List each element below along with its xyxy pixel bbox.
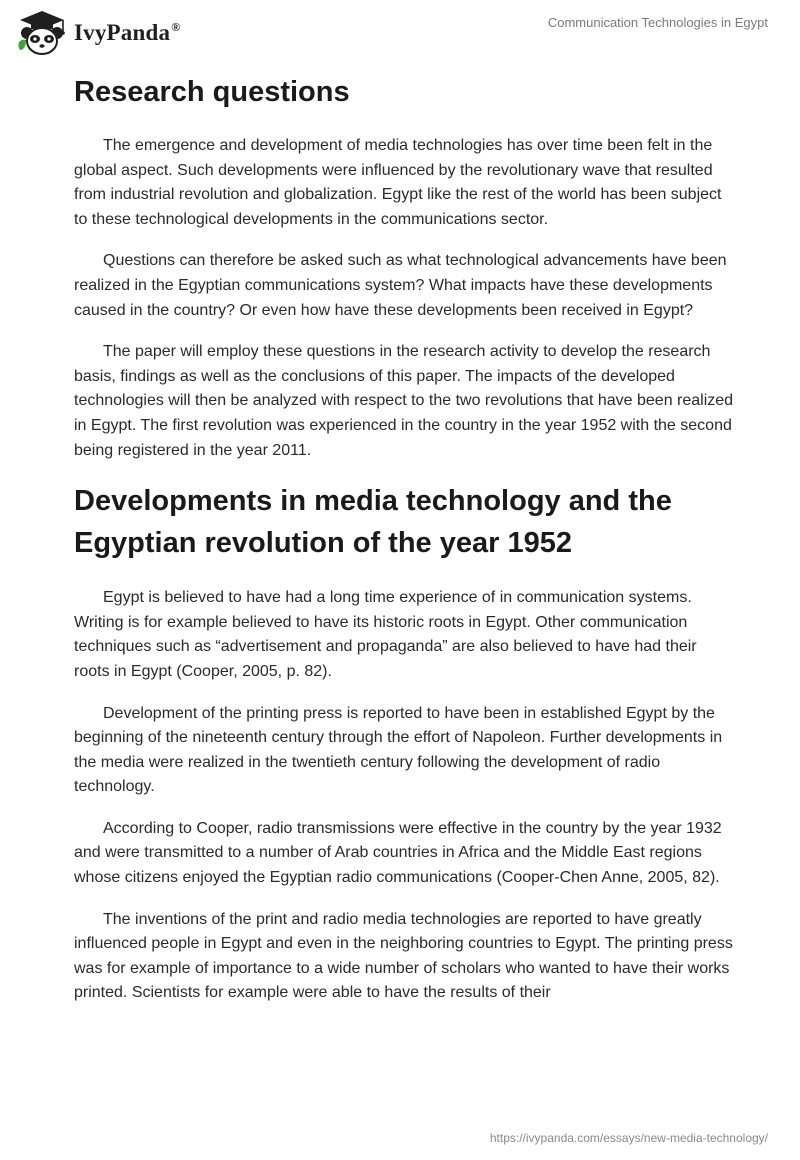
- logo-wordmark: IvyPanda®: [74, 20, 181, 45]
- section-heading-research-questions: Research questions: [74, 76, 350, 108]
- panda-graduate-icon: [14, 8, 70, 58]
- paragraph: According to Cooper, radio transmissions were effective in the country by the year 1932 and were transmitted to a number of Arab countries in Africa and the Middle East regions whose citizens enjoyed the Egyptian radio communications (Cooper-Chen Anne, 2005, 82).: [74, 819, 722, 887]
- ivypanda-logo[interactable]: [14, 8, 180, 58]
- paragraph: The emergence and development of media technologies has over time been felt in the global aspect. Such developments were influenced by the revolutionary wave that resulted from industrial revolution and globalization. Egypt like the rest of the world has been subject to these technological developments in the communications sector.: [74, 137, 722, 228]
- document-title: Communication Technologies in Egypt: [547, 15, 768, 30]
- paragraph: Egypt is believed to have had a long time experience of in communication systems. Writing is for example believed to have its historic roots in Egypt. Other communication techniques such as “advertisement and propaganda” are also believed to have had their roots in Egypt (Cooper, 2005, p. 82).: [74, 589, 697, 680]
- page-header: [0, 0, 800, 62]
- footer-url-link[interactable]: https://ivypanda.com/essays/new-media-technology/: [489, 1131, 768, 1145]
- section-heading-developments: Developments in media technology and the Egyptian revolution of the year 1952: [74, 485, 672, 560]
- paragraph: Questions can therefore be asked such as what technological advancements have been realized in the Egyptian communications system? What impacts have these developments caused in the country? Or even how have these developments been received in Egypt?: [74, 252, 727, 319]
- paragraph: The inventions of the print and radio media technologies are reported to have greatly influenced people in Egypt and even in the neighboring countries to Egypt. The printing press was for example of importance to a wide number of scholars who wanted to have their works printed. Scientists for example were able to have the results of their: [74, 910, 733, 1002]
- paragraph: The paper will employ these questions in the research activity to develop the research basis, findings as well as the conclusions of this paper. The impacts of the developed technologies will then be analyzed with respect to the two revolutions that have been realized in Egypt. The first revolution was experienced in the country in the year 1952 with the second being registered in the year 2011.: [74, 343, 734, 459]
- paragraph: Development of the printing press is reported to have been in established Egypt by the beginning of the nineteenth century through the effort of Napoleon. Further developments in the media were realized in the twentieth century following the development of radio technology.: [74, 704, 723, 796]
- essay-content: [74, 70, 734, 1023]
